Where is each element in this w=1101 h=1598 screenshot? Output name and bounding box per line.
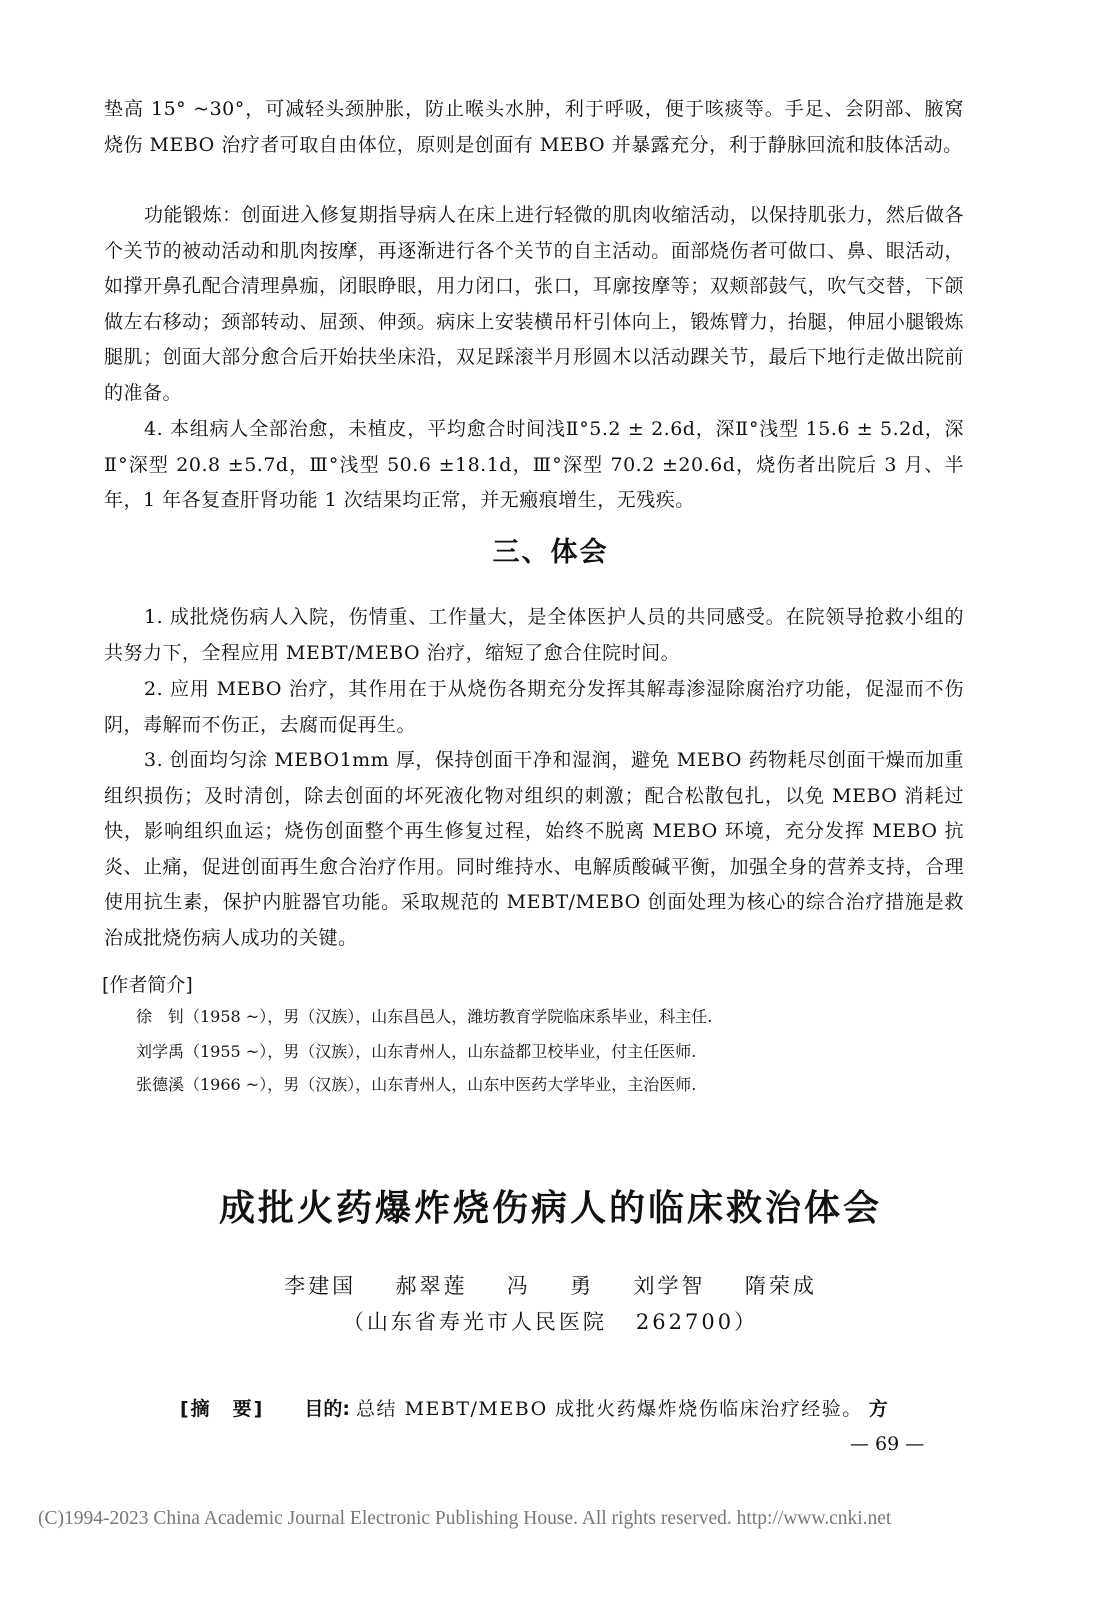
paragraph-experience-3: 3. 创面均匀涂 MEBO1mm 厚，保持创面干净和湿润，避免 MEBO 药物耗尽创面干燥而加重组织损伤；及时清创，除去创面的坏死液化物对组织的刺激；配合松散包扎，以免 MEBO 消耗过快，影响组织血运；烧伤创面整个再生修复过程，始终不脱离 MEBO 环境，充分发挥 MEBO 抗炎、止痛，促进创面再生愈合治疗作用。同时维持水、电解质酸碱平衡，加强全身的营养支持，合理使用抗生素，保护内脏器官功能。采取规范的 MEBT/MEBO 创面处理为核心的综合治疗措施是救治成批烧伤病人成功的关键。 <box>104 749 964 949</box>
author-bio-line: 刘学禹（1955 ~），男（汉族），山东青州人，山东益都卫校毕业，付主任医师. <box>136 1042 697 1061</box>
abstract-line <box>180 1394 888 1421</box>
paragraph-experience-1: 1. 成批烧伤病人入院，伤情重、工作量大，是全体医护人员的共同感受。在院领导抢救小组的共努力下，全程应用 MEBT/MEBO 治疗，缩短了愈合住院时间。 <box>104 606 964 664</box>
abstract-label: [摘 要] <box>180 1398 265 1420</box>
paragraph-positioning-end: 垫高 15° ~30°，可减轻头颈肿胀，防止喉头水肿，利于呼吸，便于咳痰等。手足、会阴部、腋窝烧伤 MEBO 治疗者可取自由体位，原则是创面有 MEBO 并暴露充分，利于静脉回流和肢体活动。 <box>104 98 964 156</box>
abstract-text: 总结 MEBT/MEBO 成批火药爆炸烧伤临床治疗经验。 <box>356 1398 863 1420</box>
author-bio-heading: [作者简介] <box>102 974 193 996</box>
article-title: 成批火药爆炸烧伤病人的临床救治体会 <box>218 1188 882 1229</box>
copyright-footer: (C)1994-2023 China Academic Journal Electronic Publishing House. All rights reserved. http://www.cnki.net <box>38 1508 892 1529</box>
author-bio-line: 徐 钊（1958 ~），男（汉族），山东昌邑人，潍坊教育学院临床系毕业，科主任. <box>136 1007 713 1026</box>
paragraph-experience-2: 2. 应用 MEBO 治疗，其作用在于从烧伤各期充分发挥其解毒渗湿除腐治疗功能，促湿而不伤阴，毒解而不伤正，去腐而促再生。 <box>104 678 964 736</box>
author-bio-line: 张德溪（1966 ~），男（汉族），山东青州人，山东中医药大学毕业，主治医师. <box>136 1075 697 1094</box>
paragraph-function-exercise: 功能锻炼：创面进入修复期指导病人在床上进行轻微的肌肉收缩活动，以保持肌张力，然后做各个关节的被动活动和肌肉按摩，再逐渐进行各个关节的自主活动。面部烧伤者可做口、鼻、眼活动，如撑开鼻孔配合清理鼻痂，闭眼睁眼，用力闭口，张口，耳廓按摩等；双颊部鼓气，吹气交替，下颌做左右移动；颈部转动、屈颈、伸颈。病床上安装横吊杆引体向上，锻炼臂力，抬腿，伸屈小腿锻炼腿肌；创面大部分愈合后开始扶坐床沿，双足踩滚半月形圆木以活动踝关节，最后下地行走做出院前的准备。 <box>104 204 964 404</box>
abstract-goal-label: 目的: <box>304 1398 350 1420</box>
section-title: 三、体会 <box>492 537 609 568</box>
abstract-continuation: 方 <box>868 1398 888 1420</box>
article-authors: 李建国 郝翠莲 冯 勇 刘学智 隋荣成 <box>284 1274 817 1298</box>
paragraph-results: 4. 本组病人全部治愈，未植皮，平均愈合时间浅Ⅱ°5.2 ± 2.6d，深Ⅱ°浅型 15.6 ± 5.2d，深Ⅱ°深型 20.8 ±5.7d，Ⅲ°浅型 50.6 ±18.1d，Ⅲ°深型 70.2 ±20.6d，烧伤者出院后 3 月、半年，1 年各复查肝肾功能 1 次结果均正常，并无瘢痕增生，无残疾。 <box>104 418 964 512</box>
article-affiliation: （山东省寿光市人民医院 262700） <box>342 1310 759 1334</box>
page-number: — 69 — <box>850 1433 925 1455</box>
